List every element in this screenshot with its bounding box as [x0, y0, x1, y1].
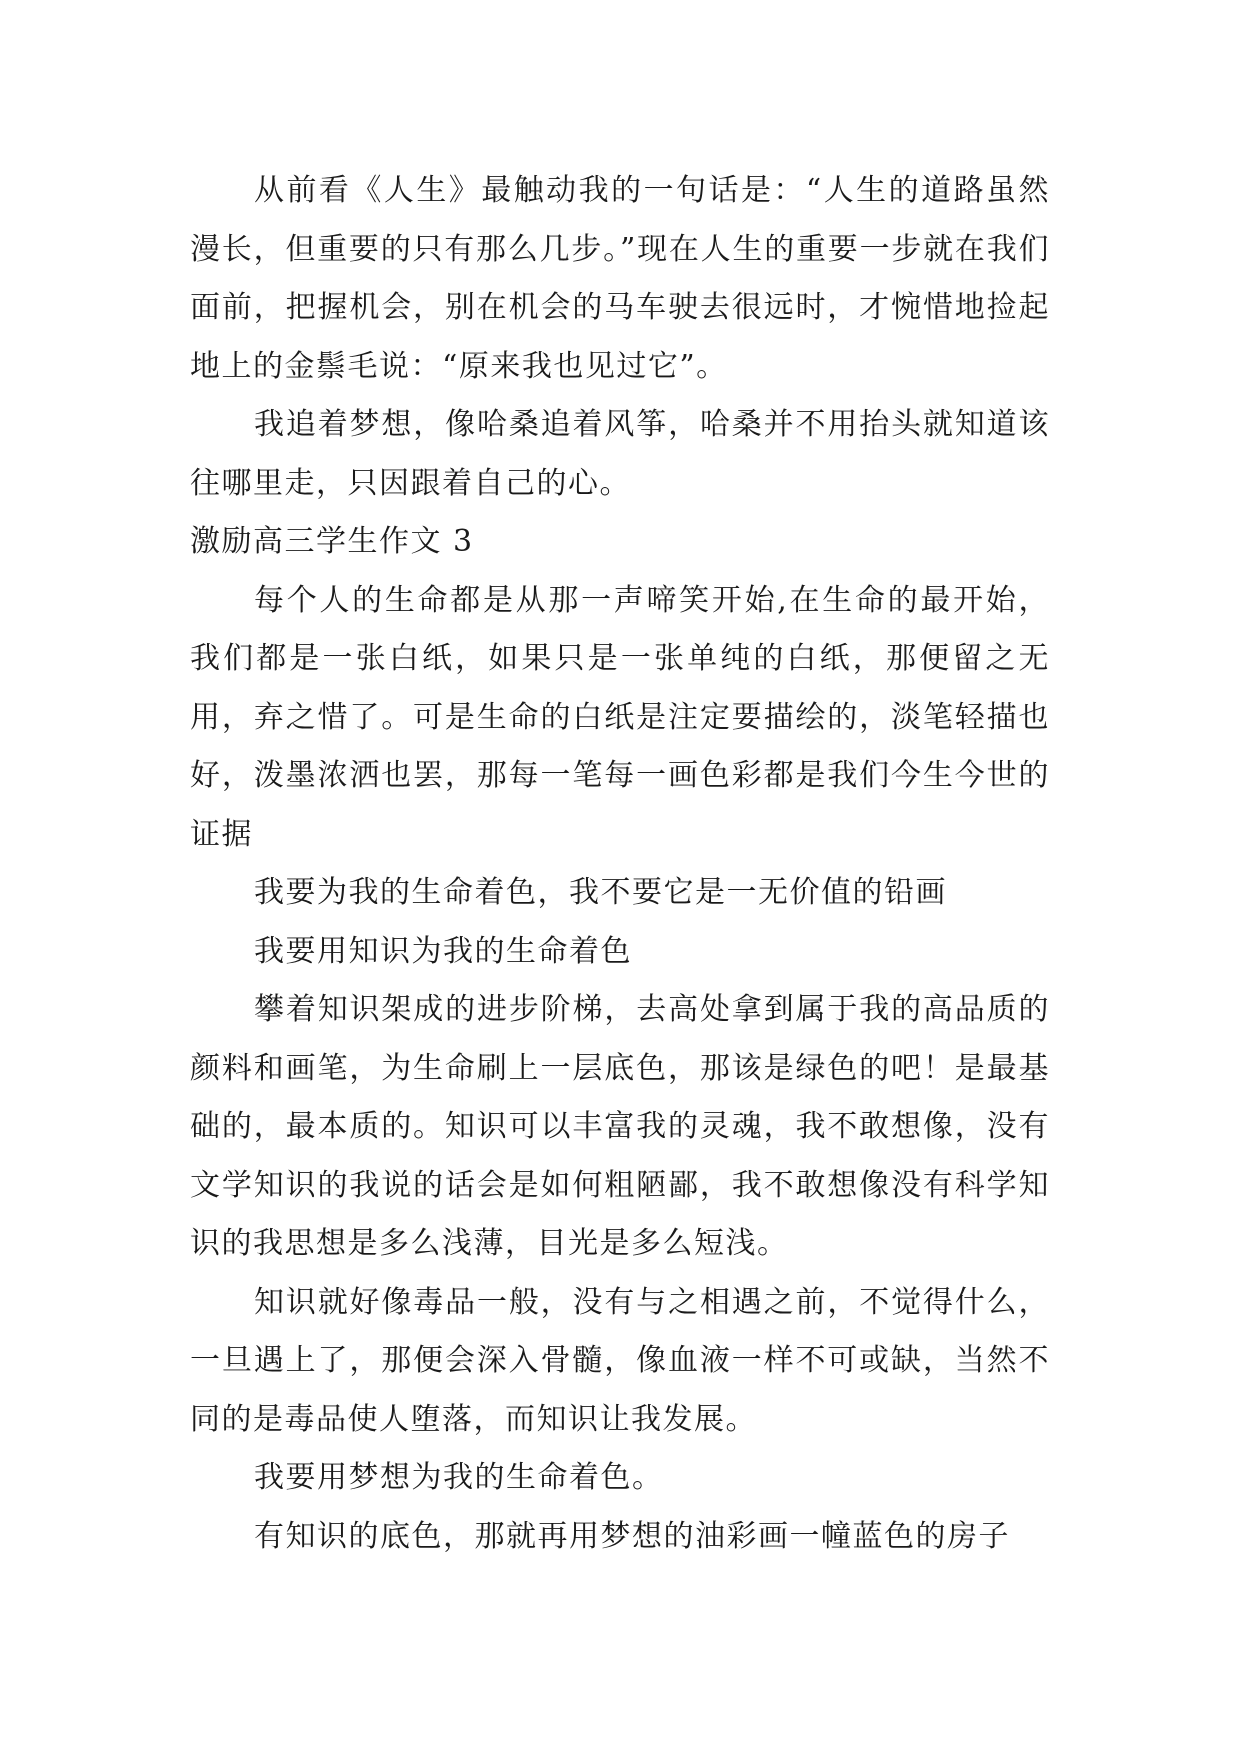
paragraph: 从前看《人生》最触动我的一句话是：“人生的道路虽然漫长，但重要的只有那么几步。”现在人生的重要一步就在我们面前，把握机会，别在机会的马车驶去很远时，才惋惜地捡起地上的金鬃毛说：“原来我也见过它”。 [190, 173, 1050, 384]
paragraph: 知识就好像毒品一般，没有与之相遇之前，不觉得什么，一旦遇上了，那便会深入骨髓，像血液一样不可或缺，当然不同的是毒品使人堕落，而知识让我发展。 [190, 1284, 1050, 1437]
paragraph: 我追着梦想，像哈桑追着风筝，哈桑并不用抬头就知道该往哪里走，只因跟着自己的心。 [190, 407, 1050, 501]
paragraph: 每个人的生命都是从那一声啼笑开始,在生命的最开始，我们都是一张白纸，如果只是一张单纯的白纸，那便留之无用，弃之惜了。可是生命的白纸是注定要描绘的，淡笔轻描也好，泼墨浓洒也罢，那每一笔每一画色彩都是我们今生今世的证据 [190, 582, 1050, 852]
section-heading: 激励高三学生作文 3 [190, 524, 474, 559]
paragraph: 我要用梦想为我的生命着色。 [254, 1460, 664, 1495]
paragraph: 我要为我的生命着色，我不要它是一无价值的铅画 [254, 875, 947, 910]
paragraph: 攀着知识架成的进步阶梯，去高处拿到属于我的高品质的颜料和画笔，为生命刷上一层底色，那该是绿色的吧！是最基础的，最本质的。知识可以丰富我的灵魂，我不敢想像，没有文学知识的我说的话会是如何粗陋鄙，我不敢想像没有科学知识的我思想是多么浅薄，目光是多么短浅。 [190, 992, 1050, 1261]
paragraph: 我要用知识为我的生命着色 [254, 933, 632, 969]
paragraph: 有知识的底色，那就再用梦想的油彩画一幢蓝色的房子 [254, 1518, 1010, 1554]
document-page [190, 162, 1050, 1566]
